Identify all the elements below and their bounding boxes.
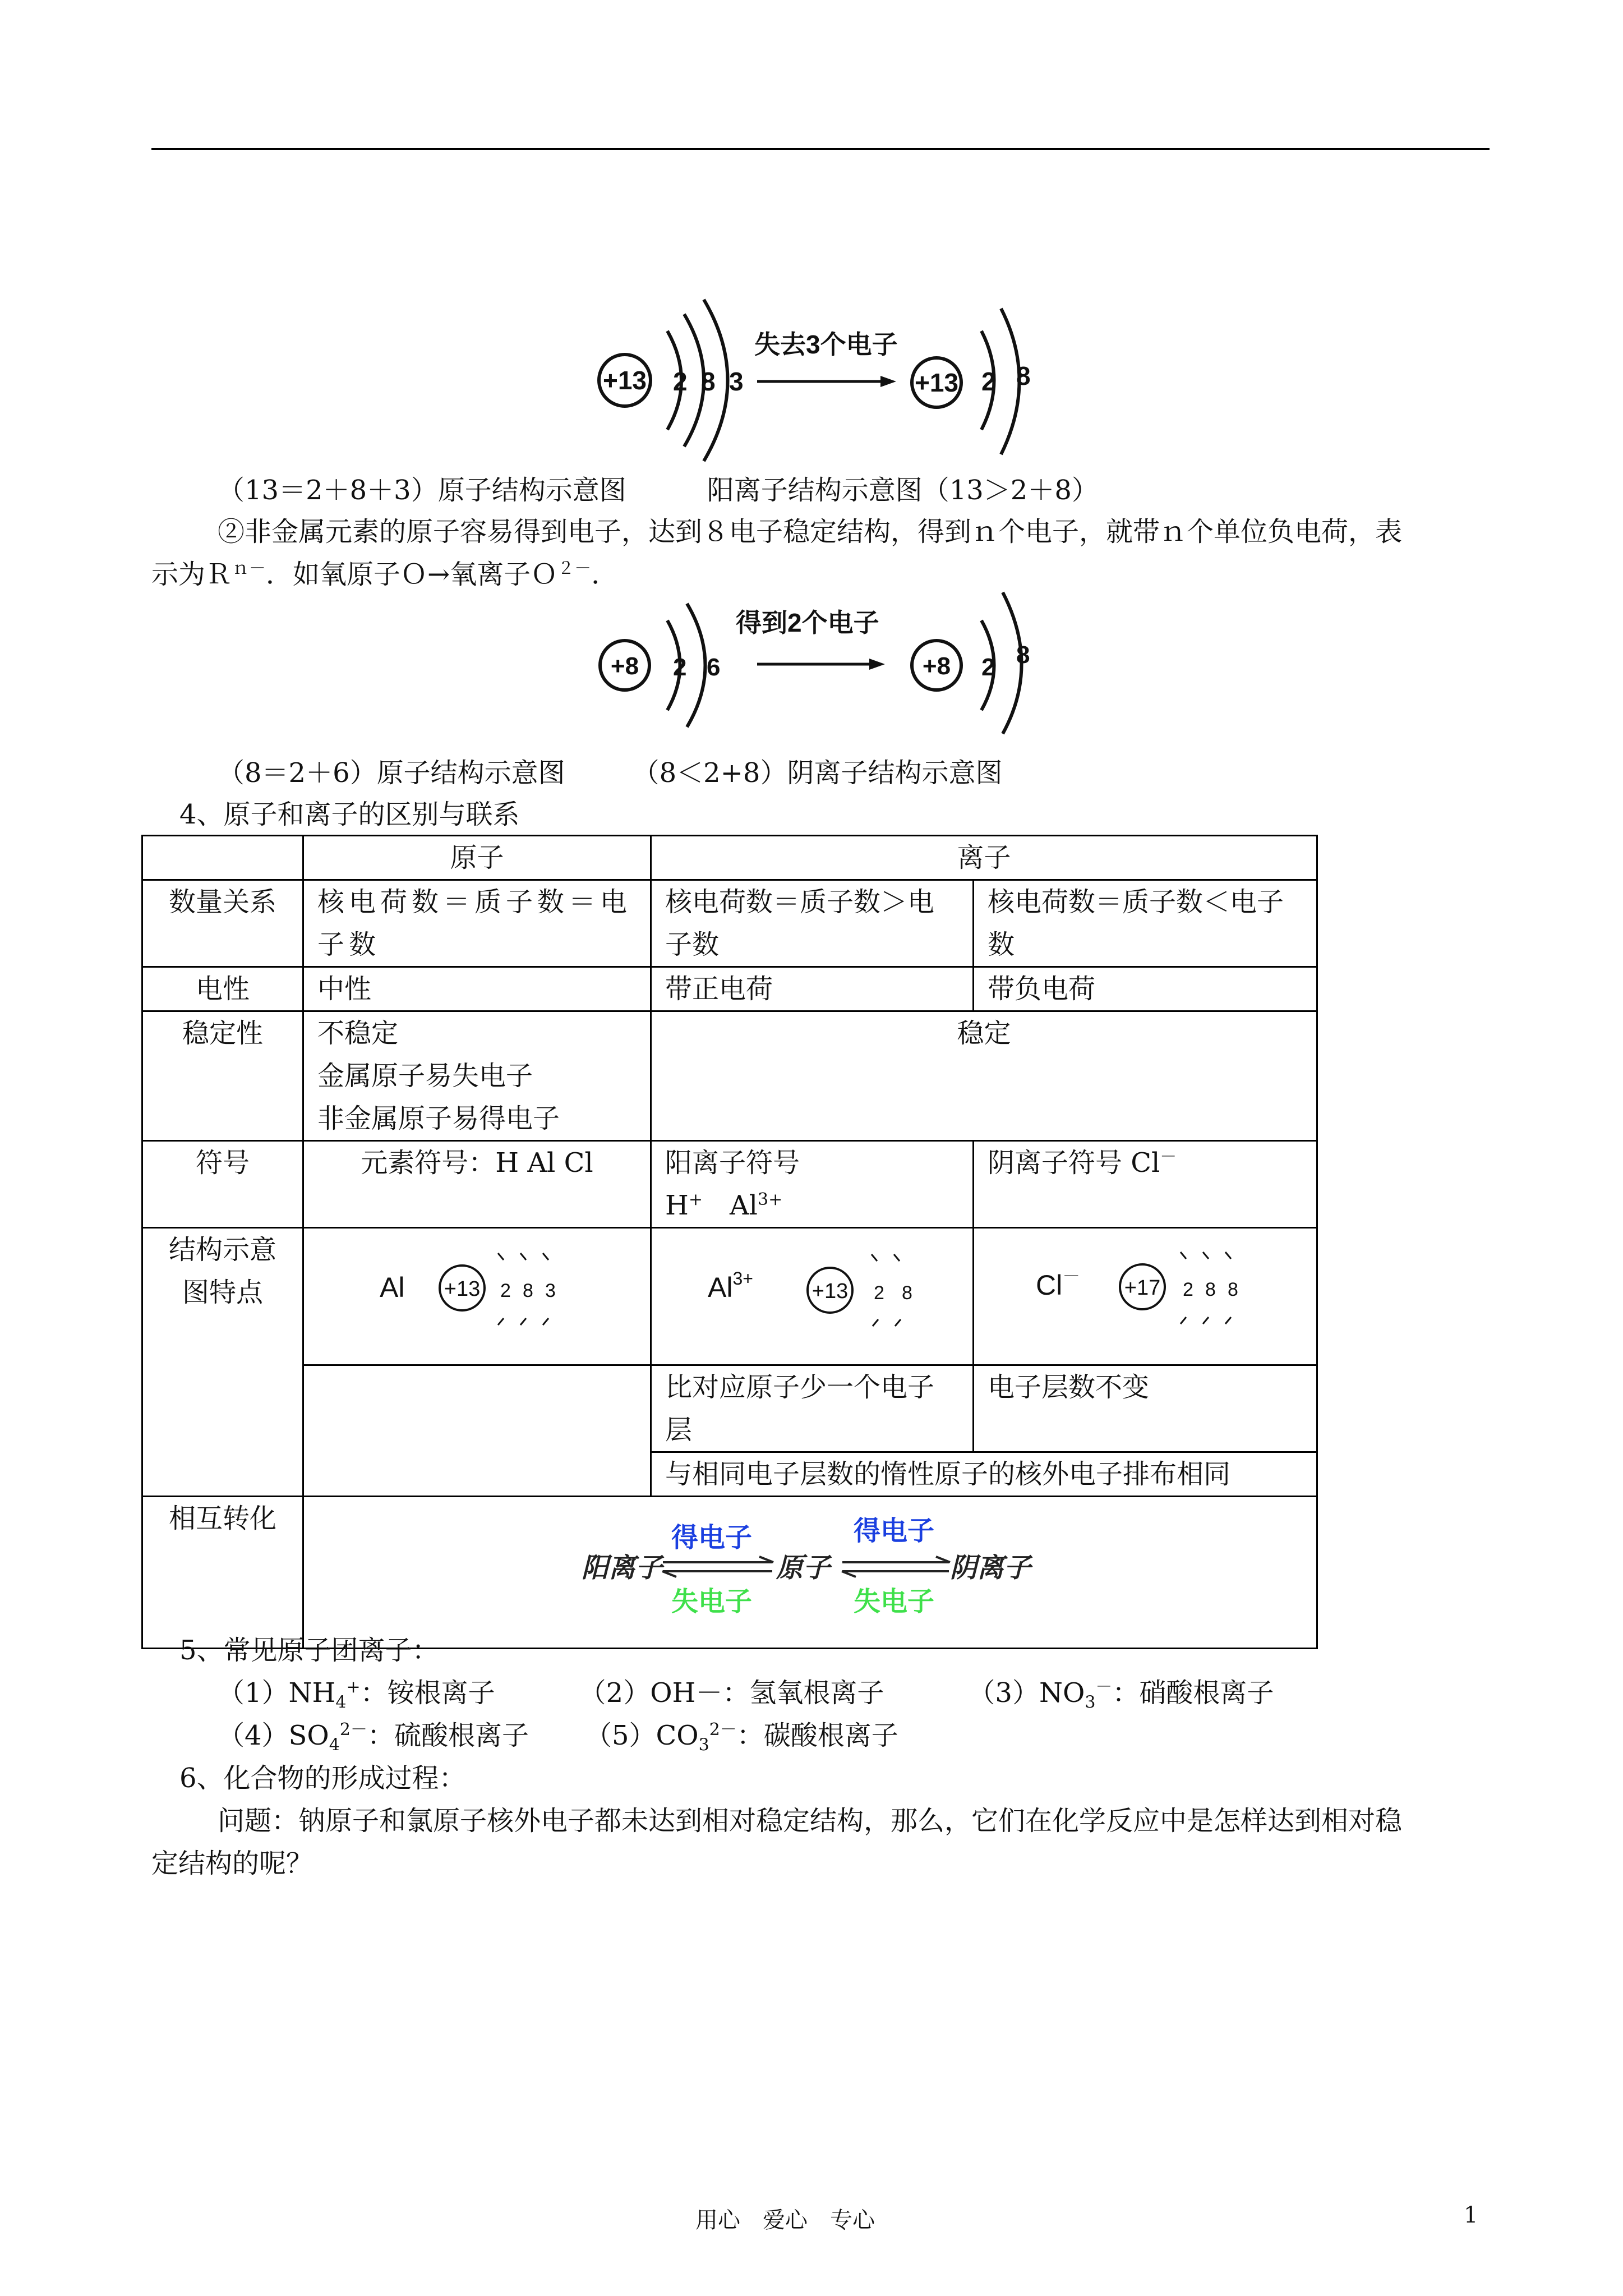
al-atom-structure-diagram <box>304 1228 646 1352</box>
table-row <box>142 1497 1317 1649</box>
header-rule <box>151 148 1490 150</box>
head-atom: 原子 <box>303 836 651 880</box>
question-line-1: 问题：钠原子和氯原子核外电子都未达到相对稳定结构，那么，它们在化学反应中是怎样达到相对稳 <box>218 1805 1403 1837</box>
heading-4: 4、原子和离子的区别与联系 <box>179 799 520 830</box>
row-label: 电性 <box>142 967 303 1011</box>
shell-count: 6 <box>707 654 721 681</box>
row-label-structure: 结构示意 图特点 <box>142 1228 303 1497</box>
row-label: 相互转化 <box>142 1497 303 1649</box>
cell-atom-structure <box>303 1228 651 1365</box>
cell-conversion <box>303 1497 1317 1649</box>
caption-al: （13＝2＋8＋3）原子结构示意图 阳离子结构示意图（13＞2＋8） <box>218 475 1099 506</box>
shell-arc <box>687 604 706 727</box>
table-row <box>142 1011 1317 1141</box>
atom-ion-comparison-table <box>141 835 1318 1649</box>
shell-count: 8 <box>1016 361 1031 390</box>
element-symbol: Al <box>380 1272 405 1303</box>
cell-atom-feature-empty <box>303 1365 651 1497</box>
table-row <box>142 836 1317 880</box>
heading-6: 6、化合物的形成过程： <box>179 1763 466 1794</box>
shell-count: 2 <box>981 367 996 396</box>
row-label: 稳定性 <box>142 1011 303 1141</box>
cell-atom-stability: 不稳定 金属原子易失电子 非金属原子易得电子 <box>303 1011 651 1141</box>
arrow-head <box>869 659 885 670</box>
question-line-2: 定结构的呢？ <box>151 1848 313 1879</box>
nucleus-label: +13 <box>444 1277 481 1301</box>
cell-atom-charge: 中性 <box>303 967 651 1011</box>
shell-count: 8 <box>1205 1279 1216 1300</box>
al-ionization-diagram <box>589 292 1071 477</box>
cl-ion-structure-diagram <box>974 1228 1316 1352</box>
conversion-cation: 阳离子 <box>582 1553 663 1583</box>
shell-count: 2 <box>981 654 995 681</box>
arrow-label: 得到2个电子 <box>736 608 879 637</box>
nucleus-label: +8 <box>922 652 951 680</box>
nucleus-label: +13 <box>914 368 959 397</box>
shell-count: 8 <box>1016 641 1030 669</box>
shell-count: 3 <box>545 1280 556 1301</box>
table-row <box>142 1365 1317 1452</box>
table-row <box>142 880 1317 967</box>
page-number: 1 <box>1464 2202 1478 2228</box>
cell-anion-structure <box>973 1228 1317 1365</box>
shell-count: 8 <box>523 1280 533 1301</box>
conversion-lose-label-left: 失电子 <box>671 1587 753 1617</box>
ion-symbol: Cl－ <box>1035 1266 1081 1301</box>
double-arrow-left <box>662 1557 773 1577</box>
shell-count: 2 <box>500 1280 511 1301</box>
table-corner <box>142 836 303 880</box>
nucleus-label: +13 <box>811 1280 849 1303</box>
cell-cation-feature: 比对应原子少一个电子层 <box>651 1365 973 1452</box>
nucleus-label: +8 <box>610 652 639 680</box>
cell-atom-quantity: 核电荷数＝质子数＝电子数 <box>303 880 651 967</box>
conversion-diagram <box>304 1497 1313 1635</box>
ion-symbol: $Al^{3+}$ <box>707 1268 753 1303</box>
o-ionization-diagram <box>589 587 1071 738</box>
cell-ion-common: 与相同电子层数的惰性原子的核外电子排布相同 <box>651 1452 1317 1497</box>
arrow-head <box>880 376 896 387</box>
paragraph-nonmetal-1: ②非金属元素的原子容易得到电子，达到８电子稳定结构，得到ｎ个电子，就带ｎ个单位负电荷，表 <box>218 516 1403 547</box>
table-row <box>142 1228 1317 1365</box>
cell-cation-charge: 带正电荷 <box>651 967 973 1011</box>
caption-o: （8＝2＋6）原子结构示意图 （8＜2+8）阴离子结构示意图 <box>218 757 1003 789</box>
cell-cation-structure <box>651 1228 973 1365</box>
shell-count: 2 <box>1182 1279 1193 1300</box>
heading-5: 5、常见原子团离子： <box>179 1635 439 1666</box>
head-ion: 离子 <box>651 836 1317 880</box>
conversion-gain-label-left: 得电子 <box>671 1523 753 1553</box>
conversion-anion: 阴离子 <box>950 1553 1031 1583</box>
shell-count: 8 <box>701 367 716 396</box>
ions-line-2: $(4)SO_4^{2-}$：硫酸根离子 $(5)CO_3^{2-}$：碳酸根离子 <box>218 1720 898 1755</box>
cell-anion-charge: 带负电荷 <box>973 967 1317 1011</box>
arrow-label: 失去3个电子 <box>754 330 898 359</box>
shell-count: 3 <box>729 367 744 396</box>
table-row <box>142 1141 1317 1228</box>
nucleus-label: +17 <box>1124 1276 1161 1300</box>
cell-anion-feature: 电子层数不变 <box>973 1365 1317 1452</box>
double-arrow-right <box>842 1557 950 1577</box>
shell-count: 2 <box>873 1282 884 1304</box>
paragraph-nonmetal-2: 示为Ｒ$^{n-}$．如氧原子Ｏ→氧离子Ｏ$^{2-}$． <box>151 559 619 590</box>
nucleus-label: +13 <box>602 366 647 395</box>
shell-count: 2 <box>673 654 687 681</box>
conversion-lose-label-right: 失电子 <box>854 1587 935 1617</box>
row-label: 数量关系 <box>142 880 303 967</box>
shell-count: 8 <box>901 1282 912 1304</box>
cell-anion-quantity: 核电荷数＝质子数＜电子数 <box>973 880 1317 967</box>
table-row <box>142 967 1317 1011</box>
row-label: 符号 <box>142 1141 303 1228</box>
cell-cation-quantity: 核电荷数＝质子数＞电子数 <box>651 880 973 967</box>
cell-ion-stability: 稳定 <box>651 1011 1317 1141</box>
al3-ion-structure-diagram <box>652 1228 971 1352</box>
footer-motto: 用心 爱心 专心 <box>695 2207 875 2233</box>
shell-count: 2 <box>673 367 688 396</box>
ions-line-1: $(1)NH_4^+$：铵根离子 （2）OH－：氢氧根离子 $(3)NO_3^-$：硝酸根离子 <box>218 1677 1274 1713</box>
cell-cation-symbol: 阳离子符号 H+ $Al^{3+}$ <box>651 1141 973 1228</box>
cell-anion-symbol: 阴离子符号 Cl－ <box>973 1141 1317 1228</box>
shell-count: 8 <box>1227 1279 1238 1300</box>
cell-atom-symbol: 元素符号：H Al Cl <box>303 1141 651 1228</box>
conversion-gain-label-right: 得电子 <box>854 1516 935 1546</box>
conversion-atom: 原子 <box>776 1553 831 1583</box>
